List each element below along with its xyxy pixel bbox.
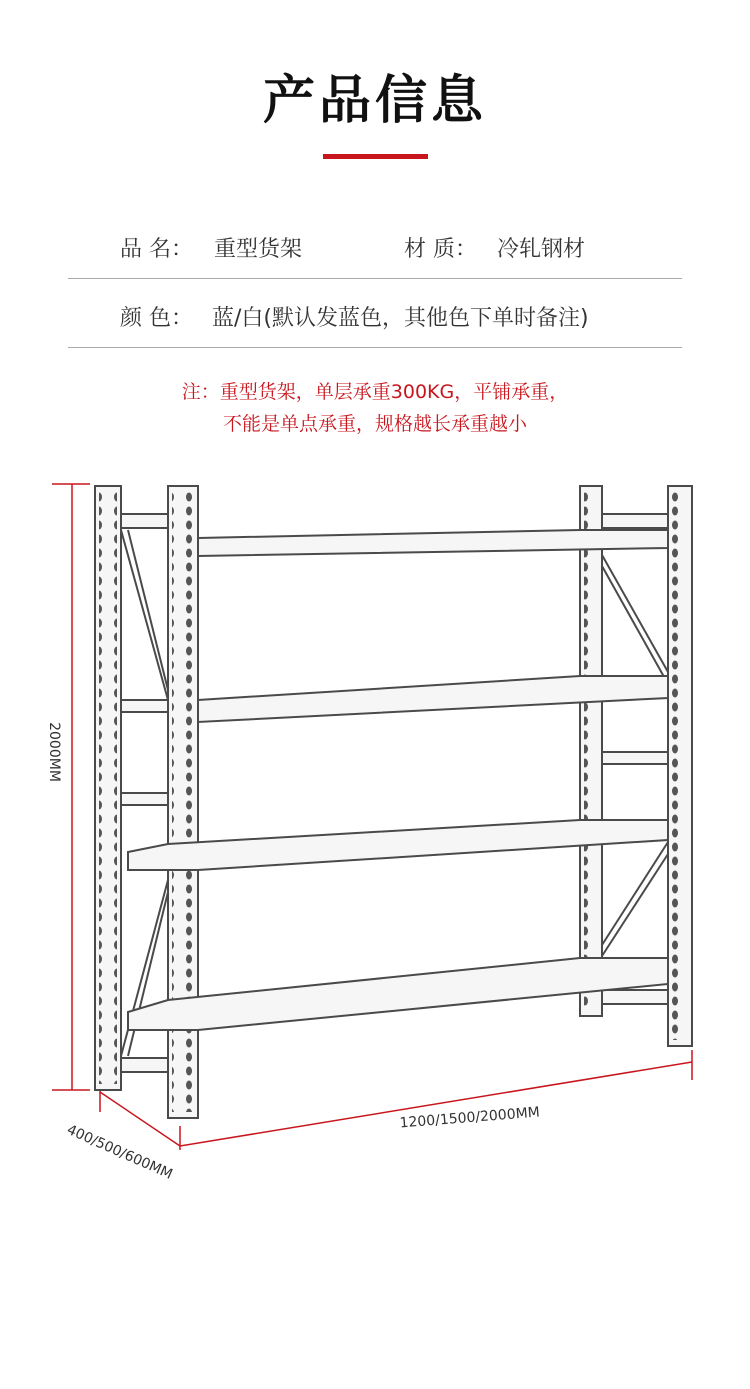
side-beam xyxy=(121,514,168,528)
page-title: 产品信息 xyxy=(262,71,487,131)
shelf-rack xyxy=(95,486,692,1118)
width-dimension-line xyxy=(180,1062,692,1146)
side-brace xyxy=(128,530,168,690)
side-brace xyxy=(602,566,668,684)
color-label: 颜 色： xyxy=(120,306,193,331)
height-label: 2000MM xyxy=(46,722,62,782)
width-label: 1200/1500/2000MM xyxy=(399,1104,541,1132)
note-line-2: 不能是单点承重，规格越长承重越小 xyxy=(222,413,527,435)
side-beam xyxy=(121,700,168,712)
note-line-1: 注：重型货架，单层承重300KG，平铺承重， xyxy=(181,381,569,403)
color-value: 蓝/白(默认发蓝色，其他色下单时备注) xyxy=(212,306,589,331)
side-brace xyxy=(602,854,668,956)
side-brace xyxy=(128,892,168,1056)
depth-label: 400/500/600MM xyxy=(64,1121,175,1183)
side-brace xyxy=(121,530,168,700)
material-value: 冷轧钢材 xyxy=(497,237,586,262)
side-beam xyxy=(602,514,668,528)
name-value: 重型货架 xyxy=(214,237,303,262)
material-label: 材 质： xyxy=(404,237,477,262)
side-brace xyxy=(602,555,668,672)
side-beam xyxy=(602,990,668,1004)
side-brace xyxy=(602,842,668,945)
name-label: 品 名： xyxy=(120,237,193,262)
side-beam xyxy=(121,1058,168,1072)
side-beam xyxy=(121,793,168,805)
side-beam xyxy=(602,752,668,764)
